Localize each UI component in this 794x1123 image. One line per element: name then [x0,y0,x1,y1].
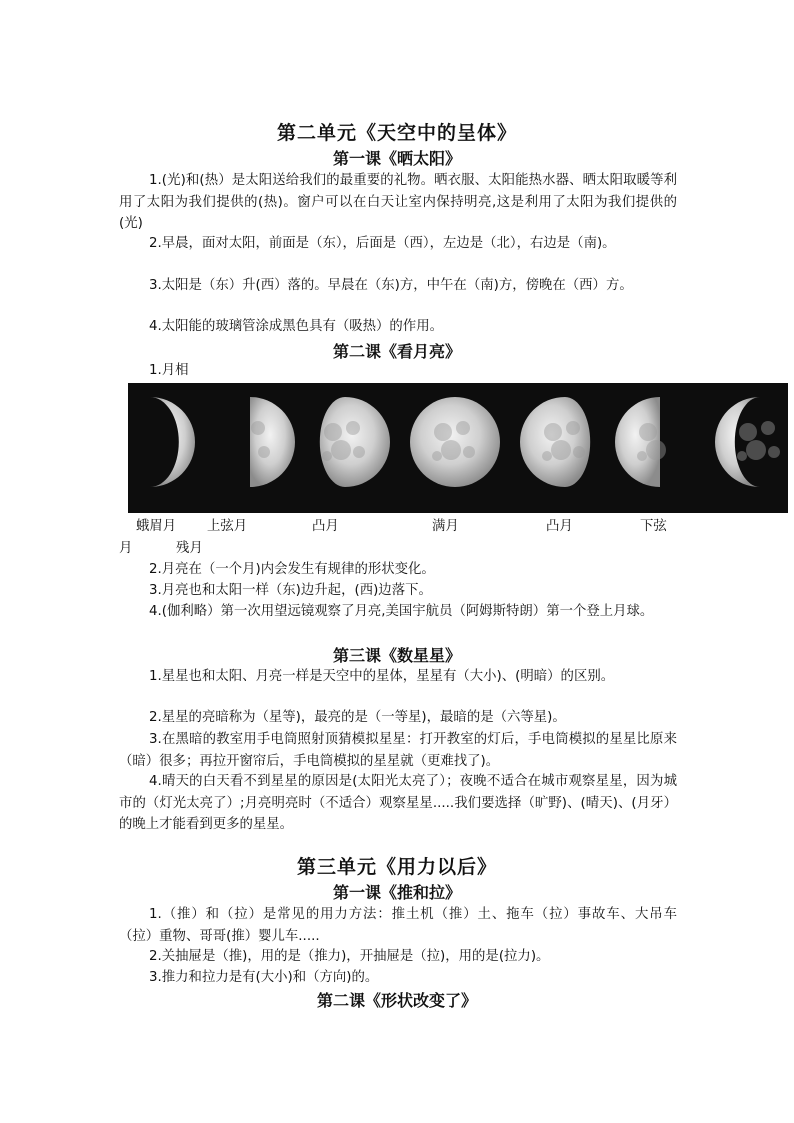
moon-crater [258,446,270,458]
moon-crater [322,451,332,461]
moon-crater [573,446,585,458]
moon-crater [456,421,470,435]
lesson-title: 第一课《晒太阳》 [332,149,461,168]
paragraph: 3.月亮也和太阳一样（东)边升起，(西)边落下。 [149,583,432,598]
lesson-title: 第二课《形状改变了》 [316,991,477,1010]
moon-crater [746,440,766,460]
moon-crater [646,440,666,460]
phase-label: 上弦月 [207,519,248,534]
moon-crater [463,446,475,458]
moon-crater [331,440,351,460]
paragraph: 4.晴天的白天看不到星星的原因是(太阳光太亮了）；夜晚不适合在城市观察星星，因为城市的（灯光太亮了）;月亮明亮时（不适合）观察星星.....我们要选择（旷野)、(晴天)、(月牙）的晚上才能看到更多的星星。 [119,774,677,832]
moon-phases-image [128,383,788,513]
moon-crater [353,446,365,458]
moon-crater [566,421,580,435]
moon-crater [324,423,342,441]
moon-crater [639,423,657,441]
moon-crater [432,451,442,461]
phase-label: 残月 [176,541,203,556]
moon-lit-area [320,397,390,487]
moon-waxing-crescent [150,397,195,487]
phase-label: 月 [119,541,133,556]
lesson-title: 第三课《数星星》 [332,646,461,665]
paragraph: 1.(光)和(热）是太阳送给我们的最重要的礼物。晒衣服、太阳能热水器、晒太阳取暖等利用了太阳为我们提供的(热)。窗户可以在白天让室内保持明亮,这是利用了太阳为我们提供的(光) [119,173,677,231]
phase-label: 蛾眉月 [136,519,177,534]
paragraph: 2.关抽屉是（推)，用的是（推力)，开抽屉是（拉)，用的是(拉力)。 [149,949,550,964]
moon-waxing-gibbous [320,397,390,487]
paragraph: 3.太阳是（东）升(西）落的。早晨在（东)方，中午在（南)方，傍晚在（西）方。 [149,278,633,293]
lesson-title: 第一课《推和拉》 [332,883,461,902]
moon-crater [737,451,747,461]
paragraph: 3.推力和拉力是有(大小)和（方向)的。 [149,970,379,985]
moon-crater [441,440,461,460]
moon-crater [542,451,552,461]
moon-crater [544,423,562,441]
paragraph: 3.在黑暗的教室用手电筒照射顶猜模拟星星：打开教室的灯后，手电筒模拟的星星比原来（暗）很多；再拉开窗帘后，手电筒模拟的星星就（更难找了)。 [119,732,677,769]
phase-heading: 1.月相 [149,363,189,378]
moon-crater [761,421,775,435]
moon-crater [251,421,265,435]
moon-lit-area [150,397,195,487]
phase-label: 满月 [432,519,459,534]
phase-label: 凸月 [546,519,573,534]
moon-waning-gibbous [520,397,590,487]
paragraph: 4.(伽利略）第一次用望远镜观察了月亮,美国宇航员（阿姆斯特朗）第一个登上月球。 [149,604,654,619]
phase-label: 凸月 [312,519,339,534]
moon-crater [551,440,571,460]
paragraph: 2.早晨，面对太阳，前面是（东），后面是（西），左边是（北），右边是（南)。 [149,236,616,251]
moon-first-quarter [250,397,295,487]
moon-phases-figure [128,383,788,513]
moon-full-moon [410,397,500,487]
moon-lit-area [250,397,295,487]
phase-label: 下弦 [640,519,667,534]
paragraph: 2.星星的亮暗称为（星等)，最亮的是（一等星)，最暗的是（六等星)。 [149,710,566,725]
moon-waning-crescent [715,397,780,487]
moon-crater [739,423,757,441]
paragraph: 1.（推）和（拉）是常见的用力方法：推土机（推）土、拖车（拉）事故车、大吊车（拉）重物、哥哥(推）婴儿车..... [119,907,677,944]
paragraph: 1.星星也和太阳、月亮一样是天空中的星体，星星有（大小)、(明暗）的区别。 [149,669,615,684]
moon-crater [768,446,780,458]
moon-crater [637,451,647,461]
unit-title: 第二单元《天空中的呈体》 [276,122,517,144]
paragraph: 2.月亮在（一个月)内会发生有规律的形状变化。 [149,562,435,577]
moon-last-quarter [615,397,666,487]
moon-crater [434,423,452,441]
paragraph: 4.太阳能的玻璃管涂成黑色具有（吸热）的作用。 [149,319,443,334]
moon-crater [346,421,360,435]
unit-title: 第三单元《用力以后》 [296,856,497,878]
lesson-title: 第二课《看月亮》 [332,342,461,361]
